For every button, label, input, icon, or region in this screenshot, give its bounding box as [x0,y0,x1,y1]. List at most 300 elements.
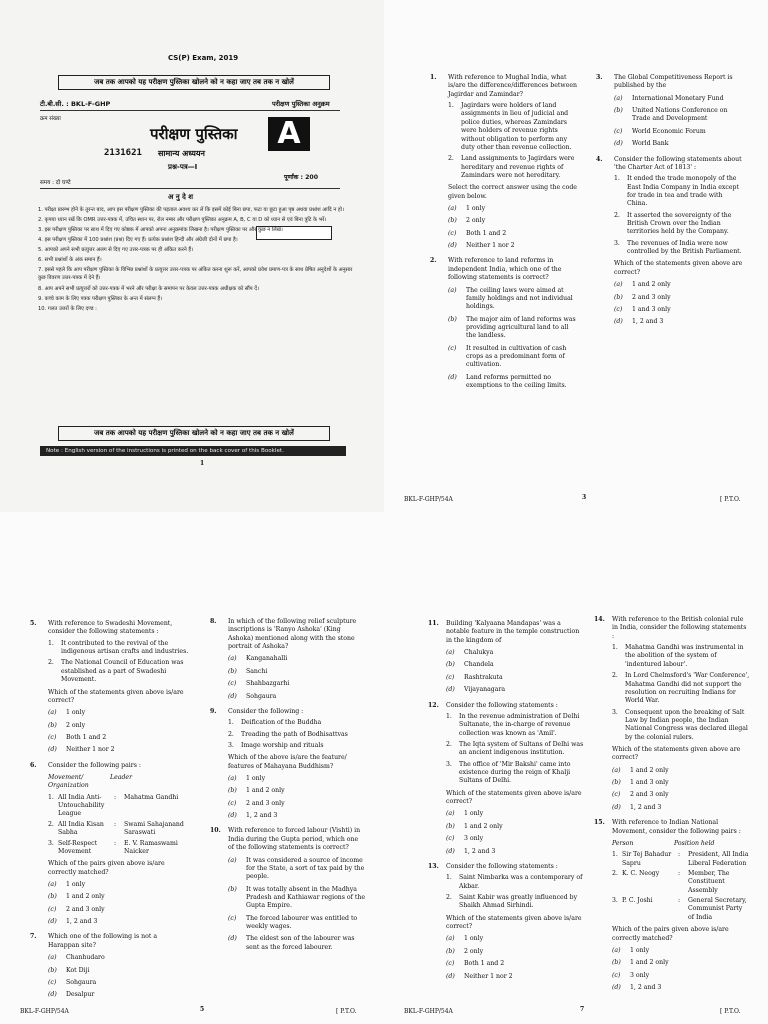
pair-left: All India Anti-Untouchability League [58,793,105,818]
option-letter: (d) [446,686,455,694]
option-letter: (d) [48,746,57,754]
answer-option[interactable] [612,984,750,992]
statement [612,672,750,705]
answer-option[interactable] [446,674,584,682]
question-note: Which of the statements given above is/are correct? [446,789,582,806]
option-letter: (c) [612,791,621,799]
statement [614,212,744,237]
answer-option[interactable] [228,668,366,676]
option-letter: (c) [48,978,57,986]
statement-number: 1. [446,712,452,720]
answer-option[interactable] [446,948,584,956]
option-letter: (b) [448,315,457,323]
option-text: International Monetary Fund [632,94,724,102]
statement-text: It contributed to the revival of the indigenous artisan crafts and industries. [61,639,189,656]
statement-number: 2. [228,730,234,738]
pto-label: [ P.T.O. [336,1007,357,1015]
statement-number: 1. [446,874,452,882]
statement-text: The National Council of Education was established as a part of Swadeshi Movement. [61,659,184,684]
option-text: 1 and 2 only [630,959,669,967]
option-text: 1 and 2 only [66,893,105,901]
answer-option[interactable] [612,779,750,787]
pair-left: Sir Tej Bahadur Sapru [622,851,672,867]
option-letter: (b) [228,667,237,675]
answer-option[interactable] [612,947,750,955]
instruction-item: 5. आपको अपने सभी प्रत्युत्तर अलग से दिए गए उत्तर-पत्रक पर ही अंकित करने हैं। [38,247,194,254]
question-stem [210,618,366,651]
answer-option[interactable] [448,287,580,312]
option-letter: (d) [446,972,455,980]
statement-text: In Lord Chelmsford's 'War Conference', Mahatma Gandhi did not support the resolution on recruiting Indians for World War. [625,672,750,705]
answer-option[interactable] [228,787,366,795]
option-text: Neither 1 nor 2 [66,746,115,754]
option-letter: (a) [228,775,237,783]
answer-option[interactable] [614,318,744,326]
answer-option[interactable] [614,140,744,148]
question-number: 13. [428,862,439,870]
option-text: Rashtrakuta [464,673,503,681]
answer-option[interactable] [48,746,190,754]
pair-right: Member, The Constituent Assembly [688,869,730,894]
answer-option[interactable] [228,655,366,663]
option-text: 1 only [246,775,266,783]
answer-option[interactable] [446,848,584,856]
question-text: The Global Competitiveness Report is published by the [614,74,733,90]
answer-option[interactable] [446,810,584,818]
option-letter: (d) [448,242,457,250]
question-stem [596,156,744,173]
option-text: World Bank [632,140,669,148]
option-letter: (a) [614,281,623,289]
page-3 [384,0,768,512]
pair-number: 2. [612,869,618,877]
booklet-title: परीक्षण पुस्तिका [150,125,238,143]
statement [446,741,584,758]
page-7 [384,512,768,1024]
option-letter: (d) [612,803,621,811]
option-letter: (b) [48,721,57,729]
answer-option[interactable] [48,893,190,901]
statement-text: Consequent upon the breaking of Salt Law by Indian people, the Indian National Congress was declared illegal by the colonial rulers. [625,708,748,741]
answer-option[interactable] [448,345,580,370]
question-text: Consider the following statements about 'the Charter Act of 1813' : [614,155,742,171]
statement-text: It ended the trade monopoly of the East India Company in India except for trade in tea and trade with China. [627,175,739,208]
pto-label: [ P.T.O. [720,1007,741,1015]
pair-number: 3. [612,897,618,905]
answer-option[interactable] [48,734,190,742]
question-text: Which one of the following is not a Harappan site? [48,933,158,949]
statement-number: 1. [448,102,454,110]
answer-option[interactable] [446,960,584,968]
pair-right: General Secretary, Communist Party of India [688,897,747,921]
time-limit: समय : दो घण्टे [40,180,71,186]
option-letter: (d) [446,847,455,855]
option-text: Land reforms permitted no exemptions to the ceiling limits. [466,373,567,390]
option-text: 1, 2 and 3 [246,812,278,820]
question-note: Which of the statements given above are correct? [612,746,741,762]
question-stem [594,819,750,836]
question-stem [428,620,584,645]
question [210,618,366,701]
option-text: 1 only [466,205,486,213]
option-letter: (b) [614,107,623,115]
option-text: The ceiling laws were aimed at family holdings and not individual holdings. [466,286,573,311]
answer-option[interactable] [448,230,580,238]
question [428,620,584,695]
answer-option[interactable] [228,812,366,820]
option-letter: (b) [48,966,57,974]
serial-label: क्रम संख्या [40,116,61,122]
question [594,616,750,812]
question-number: 10. [210,827,221,835]
question-note: Select the correct answer using the code given below. [448,184,577,200]
option-letter: (d) [48,918,57,926]
option-text: Desalpur [66,991,95,999]
answer-option[interactable] [612,972,750,980]
answer-option[interactable] [228,886,366,911]
pair-row [48,794,190,819]
pairs-header-right: Leader [110,774,133,782]
option-letter: (b) [228,787,237,795]
column-right [594,616,750,999]
footer-code: BKL-F-GHP/54A [20,1007,69,1015]
instructions-list [38,206,354,315]
option-letter: (d) [614,140,623,148]
answer-option[interactable] [612,791,750,799]
answer-option[interactable] [228,680,366,688]
option-text: Sohgaura [66,978,97,986]
option-letter: (b) [446,822,455,830]
option-letter: (d) [448,373,457,381]
question-text: In which of the following relief sculpture inscriptions is 'Ranyo Ashoka' (King Ashoka) mentioned along with the stone portrait of Ashoka? [228,618,357,651]
option-text: 1 only [66,709,86,717]
question [30,762,190,927]
page-number: 1 [200,460,205,467]
instruction-item: 1. परीक्षा प्रारम्भ होने के तुरन्त बाद, आप इस परीक्षण पुस्तिका की पड़ताल अवश्य कर लें कि इसमें कोई बिना छपा, फटा या छूटा हुआ पृष्ठ अथवा प्रश्नांश आदि न हो। [38,207,344,213]
option-letter: (c) [612,971,621,979]
pair-number: 1. [48,793,54,801]
instruction-item: 7. इससे पहले कि आप परीक्षण पुस्तिका के विभिन्न प्रश्नांशों के प्रत्युत्तर उत्तर-पत्रक पर अंकित करना शुरू करें, आपको प्रवेश प्रमाण-पत्र के साथ प्रेषित अनुदेशों के अनुसार कुछ विवरण उत्तर-पत्रक में देने हैं। [38,267,353,282]
statement [448,155,580,180]
question-number: 5. [30,620,37,627]
option-text: Chalukya [464,649,494,657]
question-stem [428,702,584,710]
statement-number: 3. [446,760,452,768]
statement-number: 2. [446,740,452,748]
instruction-item: 3. इस परीक्षण पुस्तिका पर साथ में दिए गए कोष्ठक में आपको अपना अनुक्रमांक लिखना है। परीक्षण पुस्तिका पर और कुछ न लिखें। [38,227,283,234]
question [430,257,580,390]
option-letter: (a) [446,810,455,818]
instruction-item: 8. आप अपने सभी प्रत्युत्तरों को उत्तर-पत्रक में भरने और परीक्षा के समापन पर केवल उत्तर-पत्रक अधीक्षक को सौंप दें। [38,285,259,292]
option-letter: (b) [446,947,455,955]
question [30,933,190,999]
paper: प्रश्न-पत्र—I [168,163,198,171]
pair-colon: : [678,897,681,905]
option-letter: (b) [446,661,455,669]
pair-right: President, All India Liberal Federation [688,851,749,867]
question-stem [430,257,580,282]
option-letter: (d) [228,692,237,700]
answer-option[interactable] [448,242,580,250]
question-number: 15. [594,819,605,827]
statement-text: Image worship and rituals [241,741,324,749]
pair-number: 2. [48,820,54,828]
answer-option[interactable] [48,722,190,730]
option-text: 3 only [464,835,484,843]
answer-option[interactable] [446,661,584,669]
option-letter: (a) [446,935,455,943]
statement-text: Mahatma Gandhi was instrumental in the abolition of the system of 'indentured labour'. [625,644,744,668]
column-right [210,618,366,959]
answer-option[interactable] [48,979,190,987]
statement-number: 1. [228,719,234,727]
option-letter: (b) [228,885,237,893]
series-letter-box: A [268,117,310,151]
statement-text: Land assignments to Jagirdars were hereditary and revenue rights of Zamindars were not hereditary. [461,155,575,179]
question-number: 12. [428,701,439,709]
statement [614,240,744,257]
option-letter: (b) [48,893,57,901]
question-stem [30,933,190,950]
option-text: Sanchi [246,667,268,675]
question-stem [30,762,190,770]
option-letter: (c) [228,799,237,807]
statement [446,894,584,911]
option-letter: (c) [614,127,623,135]
option-text: 1 only [464,810,484,818]
pair-left: All India Kisan Sabha [58,820,104,837]
option-letter: (d) [612,983,621,991]
answer-option[interactable] [48,918,190,926]
pair-colon: : [114,839,117,847]
question-note: Which of the statements given above is/are correct? [446,914,582,931]
question-note: Which of the pairs given above is/are correctly matched? [612,926,729,942]
exam-title: CS(P) Exam, 2019 [168,54,239,62]
option-text: The eldest son of the labourer was sent as the forced labourer. [246,935,355,951]
statement [614,175,744,208]
option-text: 1 and 2 only [464,822,503,830]
answer-option[interactable] [48,906,190,914]
answer-option[interactable] [614,95,744,103]
option-letter: (a) [612,766,621,774]
answer-option[interactable] [48,881,190,889]
statement-number: 3. [228,741,234,749]
question-text: With reference to land reforms in independent India, which one of the following statements is correct? [448,257,562,282]
option-letter: (a) [48,709,57,717]
pair-number: 1. [612,851,618,859]
pairs-header-right: Position held [674,839,715,847]
question-number: 1. [430,74,437,81]
statement-number: 3. [612,708,618,716]
pto-label: [ P.T.O. [720,495,741,503]
option-text: Both 1 and 2 [466,229,507,237]
option-letter: (a) [228,655,237,663]
question [596,74,744,149]
question-number: 7. [30,933,37,941]
answer-option[interactable] [228,775,366,783]
pairs-table [48,774,190,856]
pair-colon: : [678,869,681,877]
answer-option[interactable] [446,649,584,657]
column-left [428,620,584,988]
statement-text: In the revenue administration of Delhi Sultanate, the in-charge of revenue collection was known as 'Amil'. [459,712,580,737]
instructions-heading: अ नु दे श [168,193,194,201]
option-letter: (b) [448,217,457,225]
option-text: 2 and 3 only [66,905,105,913]
footer-code: BKL-F-GHP/54A [404,1007,453,1015]
column-left [430,74,580,398]
option-text: 2 only [464,947,484,955]
statement [48,659,190,684]
option-text: 1, 2 and 3 [464,847,496,855]
pair-left: K. C. Neogy [622,869,660,877]
pair-left: P. C. Joshi [622,897,653,905]
answer-option[interactable] [446,823,584,831]
option-text: 2 and 3 only [630,791,669,799]
option-text: 1 and 2 only [246,787,285,795]
code-line: टी.बी.सी. : BKL-F-GHP [40,100,111,108]
question [210,827,366,952]
statement-text: Jagirdars were holders of land assignments in lieu of judicial and police duties, whereas Zamindars were holders of revenue rights without obligation to perform any duty other than revenue collection. [461,102,572,151]
option-text: Sohgaura [246,692,277,700]
statement-number: 1. [48,639,54,647]
statement [228,719,366,727]
answer-option[interactable] [448,217,580,225]
option-letter: (b) [612,779,621,787]
instruction-item: 6. सभी प्रश्नांशों के अंक समान हैं। [38,257,102,264]
answer-option[interactable] [614,281,744,289]
answer-option[interactable] [612,804,750,812]
cover-page [0,0,384,512]
question-stem [210,827,366,852]
answer-option[interactable] [228,800,366,808]
question-note: Which of the above is/are the feature/ features of Mahayana Buddhism? [228,754,347,770]
option-text: 1 and 2 only [630,766,669,774]
option-text: The forced labourer was entitled to weekly wages. [246,914,358,931]
answer-option[interactable] [448,205,580,213]
answer-option[interactable] [614,107,744,124]
option-letter: (d) [614,318,623,326]
pair-number: 3. [48,839,54,847]
option-letter: (c) [446,835,455,843]
answer-option[interactable] [228,857,366,882]
page-number: 7 [580,1005,585,1013]
answer-option[interactable] [446,835,584,843]
option-text: 2 and 3 only [246,799,285,807]
footer-code: BKL-F-GHP/54A [404,495,453,503]
answer-option[interactable] [446,686,584,694]
answer-option[interactable] [228,935,366,952]
question-text: With reference to Mughal India, what is/are the difference/differences between Jagirdar and Zamindar? [448,74,578,98]
statement [448,102,580,152]
option-text: 2 only [66,721,86,729]
pair-right: Swami Sahajanand Saraswati [124,820,184,837]
question-number: 4. [596,155,603,163]
option-letter: (b) [612,959,621,967]
statement [228,742,366,750]
option-letter: (b) [614,293,623,301]
option-text: 2 only [466,217,486,225]
option-text: 1 and 3 only [630,779,669,787]
option-text: 1, 2 and 3 [66,918,98,926]
question-number: 2. [430,257,437,265]
pair-left: Self-Respect Movement [58,839,98,855]
statement [446,874,584,891]
answer-option[interactable] [48,967,190,975]
option-text: 1, 2 and 3 [630,983,662,991]
answer-option[interactable] [612,959,750,967]
pair-row [612,870,750,895]
option-letter: (c) [48,733,57,741]
answer-option[interactable] [614,128,744,136]
question [428,702,584,856]
pair-colon: : [114,793,117,801]
answer-option[interactable] [614,294,744,302]
option-letter: (c) [228,914,237,922]
statement [446,761,584,786]
max-marks: पूर्णांक : 200 [284,174,319,181]
question-number: 11. [428,620,439,627]
statement-text: The Iqta system of Sultans of Delhi was an ancient indigenous institution. [459,740,584,757]
pair-row [48,840,190,857]
pairs-table [612,840,750,922]
option-text: The major aim of land reforms was providing agricultural land to all the landless. [466,315,576,340]
question-stem [210,708,366,716]
question [30,620,190,755]
option-letter: (c) [446,960,455,968]
question-number: 6. [30,761,37,769]
answer-option[interactable] [614,306,744,314]
question-text: Consider the following : [228,707,304,715]
option-letter: (c) [614,305,623,313]
statement [446,713,584,738]
question-number: 14. [594,616,605,623]
option-letter: (d) [48,991,57,999]
option-text: It was considered a source of income for the State, a sort of tax paid by the people. [246,856,365,881]
answer-option[interactable] [446,973,584,981]
statement-text: Saint Nimbarka was a contemporary of Akbar. [459,874,583,890]
column-right [596,74,744,334]
answer-option[interactable] [446,935,584,943]
answer-option[interactable] [48,709,190,717]
question-text: With reference to Swadeshi Movement, consider the following statements : [48,620,173,636]
pair-row [612,897,750,922]
answer-option[interactable] [48,954,190,962]
answer-option[interactable] [48,991,190,999]
pairs-header [48,774,190,791]
instruction-item: 2. कृपया ध्यान रखें कि OMR उत्तर-पत्रक में, उचित स्थान पर, रोल नम्बर और परीक्षण पुस्तिका अनुक्रम A, B, C या D को ध्यान से एवं बिना त्रुटि के भरें। [38,217,327,224]
question-note: Which of the statements given above is/are correct? [48,688,184,704]
option-text: 2 and 3 only [632,293,671,301]
option-text: 1 and 2 only [632,281,671,289]
page-5 [0,512,384,1024]
option-text: 1 only [464,935,484,943]
option-letter: (d) [228,812,237,820]
answer-option[interactable] [612,767,750,775]
option-letter: (d) [228,935,237,943]
answer-option[interactable] [228,693,366,701]
pairs-header-left: Movement/ Organization [48,774,89,790]
option-text: Shahbazgarhi [246,680,290,688]
option-text: Neither 1 nor 2 [466,242,515,250]
answer-option[interactable] [228,915,366,932]
answer-option[interactable] [448,374,580,391]
option-letter: (c) [228,680,237,688]
series-label: परीक्षण पुस्तिका अनुक्रम [272,100,330,108]
banner-bottom: जब तक आपको यह परीक्षण पुस्तिका खोलने को न कहा जाए तब तक न खोलें [58,426,330,441]
divider [40,110,340,111]
answer-option[interactable] [448,316,580,341]
